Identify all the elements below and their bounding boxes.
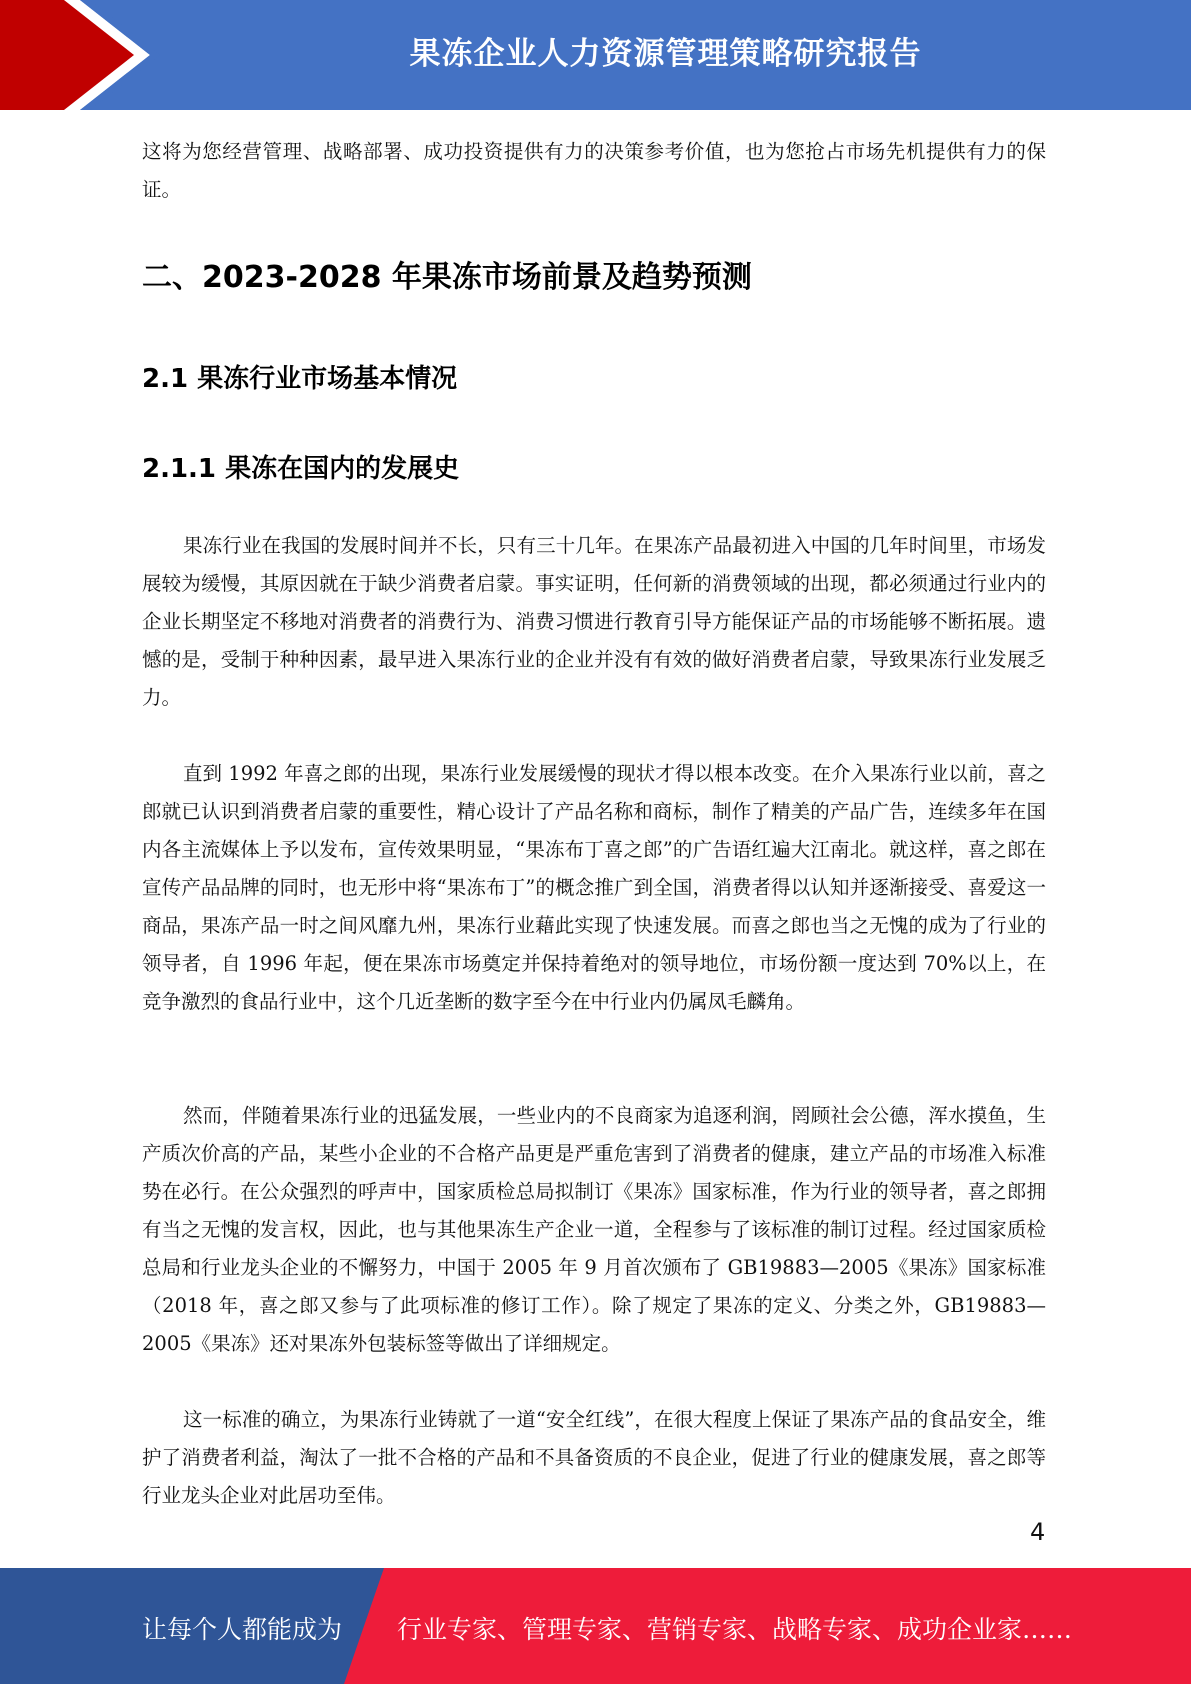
body-paragraph: 这一标准的确立，为果冻行业铸就了一道“安全红线”，在很大程度上保证了果冻产品的食品安全，维护了消费者利益，淘汰了一批不合格的产品和不具备资质的不良企业，促进了行业的健康发展，喜之郎等行业龙头企业对此居功至伟。 bbox=[142, 1408, 1046, 1507]
paragraph-block-1 bbox=[142, 527, 1046, 717]
subsection-heading: 2.1 果冻行业市场基本情况 bbox=[142, 364, 458, 394]
page-number: 4 bbox=[1030, 1518, 1046, 1546]
paragraph-block-2 bbox=[142, 755, 1046, 1021]
intro-paragraph: 这将为您经营管理、战略部署、成功投资提供有力的决策参考价值，也为您抢占市场先机提供有力的保证。 bbox=[142, 140, 1046, 201]
footer-slogan-left: 让每个人都能成为 bbox=[142, 1615, 343, 1644]
body-paragraph: 直到 1992 年喜之郎的出现，果冻行业发展缓慢的现状才得以根本改变。在介入果冻行业以前，喜之郎就已认识到消费者启蒙的重要性，精心设计了产品名称和商标，制作了精美的产品广告，连续多年在国内各主流媒体上予以发布，宣传效果明显，“果冻布丁喜之郎”的广告语红遍大江南北。就这样，喜之郎在宣传产品品牌的同时，也无形中将“果冻布丁”的概念推广到全国，消费者得以认知并逐渐接受、喜爱这一商品，果冻产品一时之间风靡九州，果冻行业藉此实现了快速发展。而喜之郎也当之无愧的成为了行业的领导者，自 1996 年起，便在果冻市场奠定并保持着绝对的领导地位，市场份额一度达到 70%以上，在竞争激烈的食品行业中，这个几近垄断的数字至今在中行业内仍属凤毛麟角。 bbox=[142, 762, 1046, 1013]
page-footer bbox=[0, 1568, 1191, 1684]
body-paragraph: 果冻行业在我国的发展时间并不长，只有三十几年。在果冻产品最初进入中国的几年时间里，市场发展较为缓慢，其原因就在于缺少消费者启蒙。事实证明，任何新的消费领域的出现，都必须通过行业内的企业长期坚定不移地对消费者的消费行为、消费习惯进行教育引导方能保证产品的市场能够不断拓展。遗憾的是，受制于种种因素，最早进入果冻行业的企业并没有有效的做好消费者启蒙，导致果冻行业发展乏力。 bbox=[142, 534, 1046, 709]
body-paragraph: 然而，伴随着果冻行业的迅猛发展，一些业内的不良商家为追逐利润，罔顾社会公德，浑水摸鱼，生产质次价高的产品，某些小企业的不合格产品更是严重危害到了消费者的健康，建立产品的市场准入标准势在必行。在公众强烈的呼声中，国家质检总局拟制订《果冻》国家标准，作为行业的领导者，喜之郎拥有当之无愧的发言权，因此，也与其他果冻生产企业一道，全程参与了该标准的制订过程。经过国家质检总局和行业龙头企业的不懈努力，中国于 2005 年 9 月首次颁布了 GB19883—2005《果冻》国家标准（2018 年，喜之郎又参与了此项标准的修订工作）。除了规定了果冻的定义、分类之外，GB19883—2005《果冻》还对果冻外包装标签等做出了详细规定。 bbox=[142, 1104, 1046, 1355]
intro-block bbox=[142, 133, 1046, 209]
footer-slogan-right: 行业专家、管理专家、营销专家、战略专家、成功企业家…… bbox=[397, 1615, 1073, 1644]
page-header bbox=[0, 0, 1191, 110]
subsubsection-heading: 2.1.1 果冻在国内的发展史 bbox=[142, 454, 460, 484]
report-title: 果冻企业人力资源管理策略研究报告 bbox=[409, 36, 922, 72]
section-heading: 二、2023-2028 年果冻市场前景及趋势预测 bbox=[142, 260, 752, 295]
paragraph-block-3 bbox=[142, 1097, 1046, 1363]
paragraph-block-4 bbox=[142, 1401, 1046, 1515]
